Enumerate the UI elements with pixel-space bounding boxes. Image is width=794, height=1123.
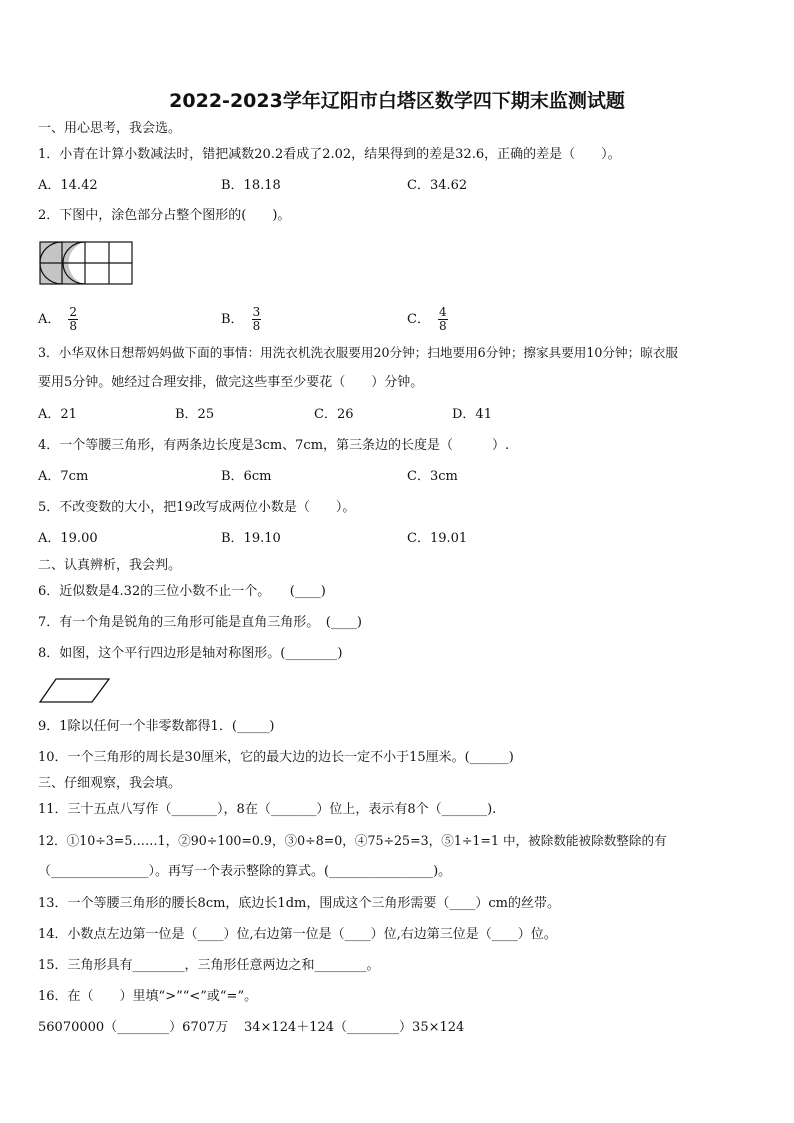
q1-option-a: A．14.42 xyxy=(38,178,98,193)
question-8: 8．如图，这个平行四边形是轴对称图形。(________) xyxy=(38,646,343,661)
fraction xyxy=(68,306,78,333)
question-3-line-1: 3．小华双休日想帮妈妈做下面的事情：用洗衣机洗衣服要用20分钟；扫地要用6分钟；擦家具要用10分钟；晾衣服 xyxy=(38,345,678,360)
question-3-line-2: 要用5分钟。她经过合理安排，做完这些事至少要花（ ）分钟。 xyxy=(38,375,424,390)
question-12-line-2: （_______________）。再写一个表示整除的算式。(________________)。 xyxy=(38,864,452,879)
fraction-numerator: 4 xyxy=(438,305,447,319)
section-heading-fill: 三、仔细观察，我会填。 xyxy=(38,776,182,791)
question-7: 7．有一个角是锐角的三角形可能是直角三角形。 (____) xyxy=(38,615,362,630)
q1-option-c: C．34.62 xyxy=(407,178,468,193)
q2-option-b-label: B． xyxy=(221,312,244,327)
q8-parallelogram-figure xyxy=(38,677,112,705)
question-6: 6．近似数是4.32的三位小数不止一个。 (____) xyxy=(38,584,326,599)
section-heading-choice: 一、用心思考，我会选。 xyxy=(38,121,182,136)
question-2: 2．下图中，涂色部分占整个图形的( )。 xyxy=(38,208,291,223)
question-10: 10．一个三角形的周长是30厘米，它的最大边的边长一定不小于15厘米。(______) xyxy=(38,750,514,765)
fraction-numerator: 3 xyxy=(252,305,261,319)
q5-option-b: B．19.10 xyxy=(221,531,281,546)
fraction-denominator: 8 xyxy=(252,319,261,333)
q5-option-c: C．19.01 xyxy=(407,531,468,546)
q2-option-a xyxy=(38,306,78,333)
question-9: 9．1除以任何一个非零数都得1．(_____) xyxy=(38,719,275,734)
question-16: 16．在（ ）里填“>”“<”或“=”。 xyxy=(38,989,258,1004)
question-13: 13．一个等腰三角形的腰长8cm，底边长1dm，围成这个三角形需要（____）cm的丝带。 xyxy=(38,896,560,911)
fraction-denominator: 8 xyxy=(69,319,78,333)
fraction xyxy=(252,306,262,333)
q3-option-d: D．41 xyxy=(452,407,492,422)
q2-shaded-grid-figure xyxy=(38,240,134,286)
q3-option-b: B．25 xyxy=(175,407,215,422)
fraction xyxy=(438,306,448,333)
q2-option-b xyxy=(221,306,261,333)
q5-option-a: A．19.00 xyxy=(38,531,98,546)
q1-option-b: B．18.18 xyxy=(221,178,281,193)
q16-expression-2: 34×124＋124（________）35×124 xyxy=(244,1020,465,1035)
q2-option-c xyxy=(407,306,448,333)
q16-expression-1: 56070000（________）6707万 xyxy=(38,1020,229,1035)
question-1: 1．小青在计算小数减法时，错把减数20.2看成了2.02，结果得到的差是32.6，正确的差是（ ）。 xyxy=(38,147,621,162)
question-5: 5．不改变数的大小，把19改写成两位小数是（ ）。 xyxy=(38,500,356,515)
q4-option-a: A．7cm xyxy=(38,469,89,484)
question-12-line-1: 12．①10÷3=5……1，②90÷100=0.9，③0÷8=0，④75÷25=3，⑤1÷1=1 中，被除数能被除数整除的有 xyxy=(38,833,667,848)
q3-option-c: C．26 xyxy=(314,407,354,422)
fraction-denominator: 8 xyxy=(438,319,447,333)
q2-option-a-label: A． xyxy=(38,312,61,327)
question-11: 11．三十五点八写作（_______），8在（_______）位上，表示有8个（_______). xyxy=(38,802,497,817)
page-title: 2022-2023学年辽阳市白塔区数学四下期末监测试题 xyxy=(169,90,625,112)
question-14: 14．小数点左边第一位是（____）位,右边第一位是（____）位,右边第三位是（____）位。 xyxy=(38,927,557,942)
fraction-numerator: 2 xyxy=(69,305,78,319)
q4-option-b: B．6cm xyxy=(221,469,272,484)
q3-option-a: A．21 xyxy=(38,407,77,422)
question-15: 15．三角形具有________，三角形任意两边之和________。 xyxy=(38,958,380,973)
section-heading-judge: 二、认真辨析，我会判。 xyxy=(38,558,182,573)
q2-option-c-label: C． xyxy=(407,312,430,327)
q4-option-c: C．3cm xyxy=(407,469,458,484)
question-4: 4．一个等腰三角形，有两条边长度是3cm、7cm，第三条边的长度是（ ）. xyxy=(38,438,510,453)
